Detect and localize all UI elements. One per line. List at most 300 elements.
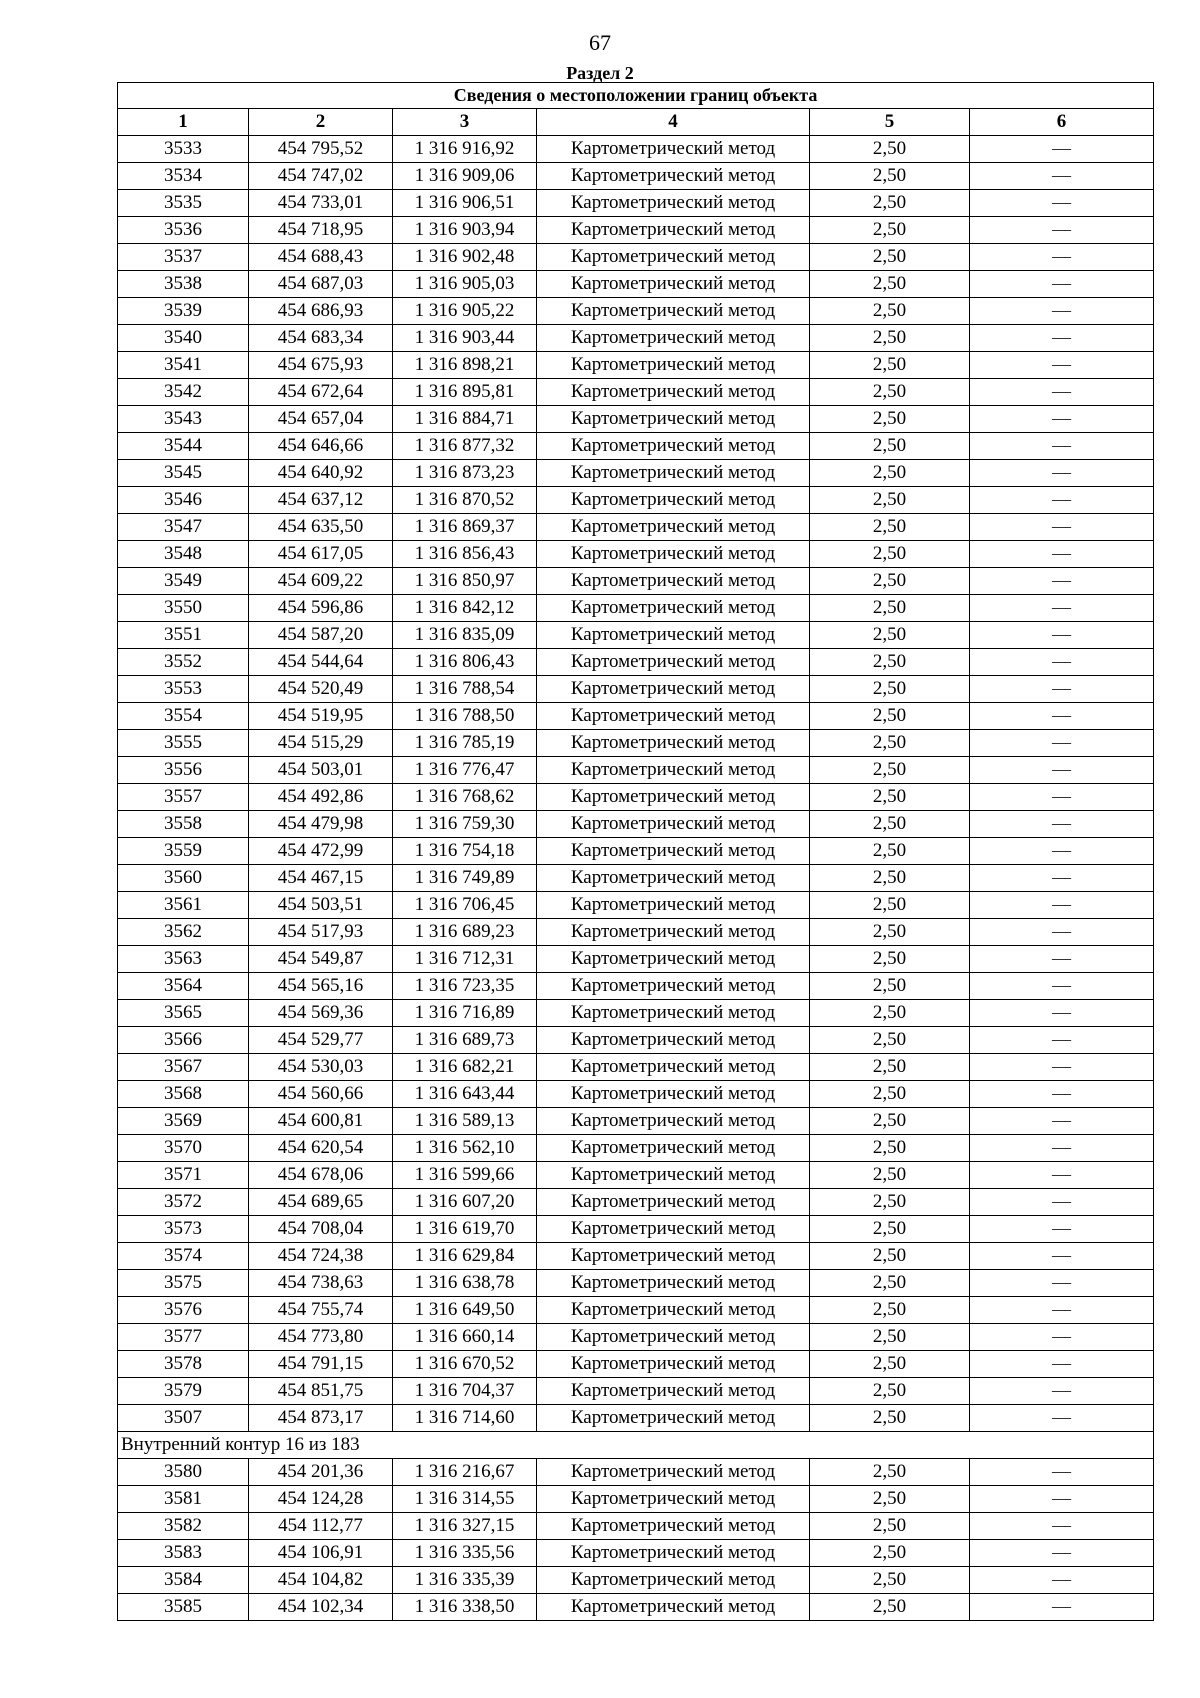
method-cell: Картометрический метод (537, 811, 810, 838)
accuracy-cell: 2,50 (810, 865, 970, 892)
x-coordinate-cell: 454 640,92 (249, 460, 393, 487)
x-coordinate-cell: 454 617,05 (249, 541, 393, 568)
table-row (118, 1135, 1154, 1162)
y-coordinate-cell: 1 316 638,78 (393, 1270, 537, 1297)
accuracy-cell: 2,50 (810, 1135, 970, 1162)
point-number-cell: 3542 (118, 379, 249, 406)
column-number: 5 (810, 109, 970, 136)
method-cell: Картометрический метод (537, 298, 810, 325)
y-coordinate-cell: 1 316 759,30 (393, 811, 537, 838)
method-cell: Картометрический метод (537, 973, 810, 1000)
method-cell: Картометрический метод (537, 703, 810, 730)
x-coordinate-cell: 454 520,49 (249, 676, 393, 703)
point-number-cell: 3555 (118, 730, 249, 757)
x-coordinate-cell: 454 637,12 (249, 487, 393, 514)
method-cell: Картометрический метод (537, 1486, 810, 1513)
description-cell: — (970, 271, 1154, 298)
y-coordinate-cell: 1 316 712,31 (393, 946, 537, 973)
accuracy-cell: 2,50 (810, 217, 970, 244)
table-row (118, 1216, 1154, 1243)
y-coordinate-cell: 1 316 338,50 (393, 1594, 537, 1621)
x-coordinate-cell: 454 620,54 (249, 1135, 393, 1162)
table-row (118, 1189, 1154, 1216)
table-row (118, 757, 1154, 784)
column-number: 1 (118, 109, 249, 136)
method-cell: Картометрический метод (537, 784, 810, 811)
point-number-cell: 3568 (118, 1081, 249, 1108)
table-row (118, 1027, 1154, 1054)
y-coordinate-cell: 1 316 776,47 (393, 757, 537, 784)
accuracy-cell: 2,50 (810, 1243, 970, 1270)
point-number-cell: 3564 (118, 973, 249, 1000)
point-number-cell: 3558 (118, 811, 249, 838)
x-coordinate-cell: 454 678,06 (249, 1162, 393, 1189)
method-cell: Картометрический метод (537, 865, 810, 892)
method-cell: Картометрический метод (537, 460, 810, 487)
y-coordinate-cell: 1 316 749,89 (393, 865, 537, 892)
table-row (118, 1297, 1154, 1324)
accuracy-cell: 2,50 (810, 892, 970, 919)
y-coordinate-cell: 1 316 706,45 (393, 892, 537, 919)
method-cell: Картометрический метод (537, 244, 810, 271)
description-cell: — (970, 1108, 1154, 1135)
method-cell: Картометрический метод (537, 892, 810, 919)
description-cell: — (970, 811, 1154, 838)
point-number-cell: 3567 (118, 1054, 249, 1081)
y-coordinate-cell: 1 316 689,23 (393, 919, 537, 946)
description-cell: — (970, 1459, 1154, 1486)
x-coordinate-cell: 454 672,64 (249, 379, 393, 406)
method-cell: Картометрический метод (537, 163, 810, 190)
page-number: 67 (589, 30, 611, 55)
accuracy-cell: 2,50 (810, 973, 970, 1000)
column-number-row (118, 109, 1154, 136)
y-coordinate-cell: 1 316 906,51 (393, 190, 537, 217)
y-coordinate-cell: 1 316 895,81 (393, 379, 537, 406)
accuracy-cell: 2,50 (810, 703, 970, 730)
description-cell: — (970, 298, 1154, 325)
x-coordinate-cell: 454 675,93 (249, 352, 393, 379)
y-coordinate-cell: 1 316 599,66 (393, 1162, 537, 1189)
point-number-cell: 3539 (118, 298, 249, 325)
y-coordinate-cell: 1 316 704,37 (393, 1378, 537, 1405)
table-row (118, 676, 1154, 703)
description-cell: — (970, 217, 1154, 244)
method-cell: Картометрический метод (537, 1135, 810, 1162)
description-cell: — (970, 406, 1154, 433)
y-coordinate-cell: 1 316 788,50 (393, 703, 537, 730)
point-number-cell: 3570 (118, 1135, 249, 1162)
table-row (118, 1540, 1154, 1567)
description-cell: — (970, 352, 1154, 379)
x-coordinate-cell: 454 479,98 (249, 811, 393, 838)
accuracy-cell: 2,50 (810, 1108, 970, 1135)
x-coordinate-cell: 454 600,81 (249, 1108, 393, 1135)
point-number-cell: 3573 (118, 1216, 249, 1243)
x-coordinate-cell: 454 733,01 (249, 190, 393, 217)
method-cell: Картометрический метод (537, 919, 810, 946)
description-cell: — (970, 1270, 1154, 1297)
method-cell: Картометрический метод (537, 838, 810, 865)
y-coordinate-cell: 1 316 788,54 (393, 676, 537, 703)
table-row (118, 1162, 1154, 1189)
accuracy-cell: 2,50 (810, 487, 970, 514)
table-row (118, 703, 1154, 730)
method-cell: Картометрический метод (537, 352, 810, 379)
description-cell: — (970, 784, 1154, 811)
x-coordinate-cell: 454 530,03 (249, 1054, 393, 1081)
description-cell: — (970, 946, 1154, 973)
accuracy-cell: 2,50 (810, 757, 970, 784)
y-coordinate-cell: 1 316 902,48 (393, 244, 537, 271)
accuracy-cell: 2,50 (810, 730, 970, 757)
description-cell: — (970, 1378, 1154, 1405)
point-number-cell: 3583 (118, 1540, 249, 1567)
y-coordinate-cell: 1 316 905,22 (393, 298, 537, 325)
point-number-cell: 3541 (118, 352, 249, 379)
table-row (118, 1594, 1154, 1621)
table-row (118, 379, 1154, 406)
method-cell: Картометрический метод (537, 514, 810, 541)
point-number-cell: 3543 (118, 406, 249, 433)
accuracy-cell: 2,50 (810, 1162, 970, 1189)
accuracy-cell: 2,50 (810, 1081, 970, 1108)
accuracy-cell: 2,50 (810, 1000, 970, 1027)
accuracy-cell: 2,50 (810, 1459, 970, 1486)
method-cell: Картометрический метод (537, 1027, 810, 1054)
x-coordinate-cell: 454 795,52 (249, 136, 393, 163)
accuracy-cell: 2,50 (810, 271, 970, 298)
point-number-cell: 3561 (118, 892, 249, 919)
method-cell: Картометрический метод (537, 730, 810, 757)
point-number-cell: 3533 (118, 136, 249, 163)
table-row (118, 784, 1154, 811)
description-cell: — (970, 973, 1154, 1000)
description-cell: — (970, 865, 1154, 892)
x-coordinate-cell: 454 565,16 (249, 973, 393, 1000)
x-coordinate-cell: 454 738,63 (249, 1270, 393, 1297)
accuracy-cell: 2,50 (810, 1054, 970, 1081)
accuracy-cell: 2,50 (810, 595, 970, 622)
point-number-cell: 3563 (118, 946, 249, 973)
accuracy-cell: 2,50 (810, 1540, 970, 1567)
x-coordinate-cell: 454 683,34 (249, 325, 393, 352)
point-number-cell: 3571 (118, 1162, 249, 1189)
y-coordinate-cell: 1 316 643,44 (393, 1081, 537, 1108)
method-cell: Картометрический метод (537, 1324, 810, 1351)
description-cell: — (970, 1135, 1154, 1162)
method-cell: Картометрический метод (537, 649, 810, 676)
x-coordinate-cell: 454 686,93 (249, 298, 393, 325)
description-cell: — (970, 676, 1154, 703)
y-coordinate-cell: 1 316 589,13 (393, 1108, 537, 1135)
method-cell: Картометрический метод (537, 1162, 810, 1189)
description-cell: — (970, 622, 1154, 649)
accuracy-cell: 2,50 (810, 460, 970, 487)
point-number-cell: 3540 (118, 325, 249, 352)
point-number-cell: 3585 (118, 1594, 249, 1621)
x-coordinate-cell: 454 544,64 (249, 649, 393, 676)
column-number: 2 (249, 109, 393, 136)
x-coordinate-cell: 454 587,20 (249, 622, 393, 649)
accuracy-cell: 2,50 (810, 1378, 970, 1405)
accuracy-cell: 2,50 (810, 649, 970, 676)
method-cell: Картометрический метод (537, 433, 810, 460)
point-number-cell: 3544 (118, 433, 249, 460)
accuracy-cell: 2,50 (810, 163, 970, 190)
table-row (118, 730, 1154, 757)
description-cell: — (970, 1054, 1154, 1081)
accuracy-cell: 2,50 (810, 190, 970, 217)
point-number-cell: 3581 (118, 1486, 249, 1513)
table-row (118, 1459, 1154, 1486)
x-coordinate-cell: 454 657,04 (249, 406, 393, 433)
y-coordinate-cell: 1 316 806,43 (393, 649, 537, 676)
table-row (118, 190, 1154, 217)
y-coordinate-cell: 1 316 873,23 (393, 460, 537, 487)
column-number: 4 (537, 109, 810, 136)
x-coordinate-cell: 454 515,29 (249, 730, 393, 757)
description-cell: — (970, 325, 1154, 352)
table-row (118, 1081, 1154, 1108)
table-row (118, 1243, 1154, 1270)
y-coordinate-cell: 1 316 629,84 (393, 1243, 537, 1270)
accuracy-cell: 2,50 (810, 514, 970, 541)
x-coordinate-cell: 454 503,01 (249, 757, 393, 784)
y-coordinate-cell: 1 316 903,44 (393, 325, 537, 352)
description-cell: — (970, 919, 1154, 946)
point-number-cell: 3557 (118, 784, 249, 811)
x-coordinate-cell: 454 851,75 (249, 1378, 393, 1405)
description-cell: — (970, 1351, 1154, 1378)
table-row (118, 649, 1154, 676)
y-coordinate-cell: 1 316 905,03 (393, 271, 537, 298)
table-row (118, 352, 1154, 379)
point-number-cell: 3546 (118, 487, 249, 514)
point-number-cell: 3547 (118, 514, 249, 541)
point-number-cell: 3536 (118, 217, 249, 244)
x-coordinate-cell: 454 517,93 (249, 919, 393, 946)
method-cell: Картометрический метод (537, 1081, 810, 1108)
y-coordinate-cell: 1 316 335,39 (393, 1567, 537, 1594)
x-coordinate-cell: 454 560,66 (249, 1081, 393, 1108)
accuracy-cell: 2,50 (810, 1486, 970, 1513)
y-coordinate-cell: 1 316 670,52 (393, 1351, 537, 1378)
table-row (118, 1351, 1154, 1378)
description-cell: — (970, 136, 1154, 163)
x-coordinate-cell: 454 773,80 (249, 1324, 393, 1351)
point-number-cell: 3556 (118, 757, 249, 784)
description-cell: — (970, 892, 1154, 919)
method-cell: Картометрический метод (537, 379, 810, 406)
description-cell: — (970, 1513, 1154, 1540)
x-coordinate-cell: 454 112,77 (249, 1513, 393, 1540)
point-number-cell: 3535 (118, 190, 249, 217)
point-number-cell: 3553 (118, 676, 249, 703)
accuracy-cell: 2,50 (810, 1270, 970, 1297)
table-row (118, 1054, 1154, 1081)
y-coordinate-cell: 1 316 607,20 (393, 1189, 537, 1216)
table-row (118, 136, 1154, 163)
point-number-cell: 3565 (118, 1000, 249, 1027)
method-cell: Картометрический метод (537, 595, 810, 622)
accuracy-cell: 2,50 (810, 1513, 970, 1540)
y-coordinate-cell: 1 316 314,55 (393, 1486, 537, 1513)
method-cell: Картометрический метод (537, 757, 810, 784)
point-number-cell: 3562 (118, 919, 249, 946)
table-row (118, 1513, 1154, 1540)
description-cell: — (970, 433, 1154, 460)
x-coordinate-cell: 454 549,87 (249, 946, 393, 973)
y-coordinate-cell: 1 316 909,06 (393, 163, 537, 190)
description-cell: — (970, 1081, 1154, 1108)
table-row (118, 838, 1154, 865)
y-coordinate-cell: 1 316 856,43 (393, 541, 537, 568)
x-coordinate-cell: 454 873,17 (249, 1405, 393, 1432)
description-cell: — (970, 514, 1154, 541)
accuracy-cell: 2,50 (810, 325, 970, 352)
y-coordinate-cell: 1 316 216,67 (393, 1459, 537, 1486)
description-cell: — (970, 1000, 1154, 1027)
table-row (118, 271, 1154, 298)
point-number-cell: 3537 (118, 244, 249, 271)
description-cell: — (970, 1324, 1154, 1351)
table-row (118, 1378, 1154, 1405)
accuracy-cell: 2,50 (810, 568, 970, 595)
y-coordinate-cell: 1 316 619,70 (393, 1216, 537, 1243)
accuracy-cell: 2,50 (810, 1351, 970, 1378)
method-cell: Картометрический метод (537, 325, 810, 352)
method-cell: Картометрический метод (537, 271, 810, 298)
x-coordinate-cell: 454 609,22 (249, 568, 393, 595)
method-cell: Картометрический метод (537, 1513, 810, 1540)
method-cell: Картометрический метод (537, 1270, 810, 1297)
table-row (118, 811, 1154, 838)
point-number-cell: 3577 (118, 1324, 249, 1351)
x-coordinate-cell: 454 201,36 (249, 1459, 393, 1486)
y-coordinate-cell: 1 316 903,94 (393, 217, 537, 244)
description-cell: — (970, 1297, 1154, 1324)
x-coordinate-cell: 454 529,77 (249, 1027, 393, 1054)
x-coordinate-cell: 454 102,34 (249, 1594, 393, 1621)
point-number-cell: 3574 (118, 1243, 249, 1270)
method-cell: Картометрический метод (537, 190, 810, 217)
accuracy-cell: 2,50 (810, 379, 970, 406)
x-coordinate-cell: 454 503,51 (249, 892, 393, 919)
x-coordinate-cell: 454 472,99 (249, 838, 393, 865)
point-number-cell: 3572 (118, 1189, 249, 1216)
method-cell: Картометрический метод (537, 541, 810, 568)
table-row (118, 163, 1154, 190)
y-coordinate-cell: 1 316 335,56 (393, 1540, 537, 1567)
table-row (118, 514, 1154, 541)
point-number-cell: 3534 (118, 163, 249, 190)
table-body (118, 136, 1154, 1621)
boundary-coordinates-table (117, 82, 1154, 1621)
y-coordinate-cell: 1 316 714,60 (393, 1405, 537, 1432)
method-cell: Картометрический метод (537, 217, 810, 244)
method-cell: Картометрический метод (537, 568, 810, 595)
y-coordinate-cell: 1 316 768,62 (393, 784, 537, 811)
accuracy-cell: 2,50 (810, 946, 970, 973)
table-row (118, 865, 1154, 892)
table-row (118, 1486, 1154, 1513)
method-cell: Картометрический метод (537, 1000, 810, 1027)
table-row (118, 541, 1154, 568)
table-row (118, 460, 1154, 487)
method-cell: Картометрический метод (537, 136, 810, 163)
y-coordinate-cell: 1 316 723,35 (393, 973, 537, 1000)
accuracy-cell: 2,50 (810, 541, 970, 568)
accuracy-cell: 2,50 (810, 1594, 970, 1621)
accuracy-cell: 2,50 (810, 1189, 970, 1216)
x-coordinate-cell: 454 492,86 (249, 784, 393, 811)
description-cell: — (970, 1243, 1154, 1270)
accuracy-cell: 2,50 (810, 244, 970, 271)
point-number-cell: 3576 (118, 1297, 249, 1324)
x-coordinate-cell: 454 596,86 (249, 595, 393, 622)
y-coordinate-cell: 1 316 898,21 (393, 352, 537, 379)
point-number-cell: 3559 (118, 838, 249, 865)
table-row (118, 487, 1154, 514)
x-coordinate-cell: 454 791,15 (249, 1351, 393, 1378)
method-cell: Картометрический метод (537, 1216, 810, 1243)
method-cell: Картометрический метод (537, 406, 810, 433)
description-cell: — (970, 244, 1154, 271)
point-number-cell: 3551 (118, 622, 249, 649)
accuracy-cell: 2,50 (810, 838, 970, 865)
y-coordinate-cell: 1 316 689,73 (393, 1027, 537, 1054)
x-coordinate-cell: 454 519,95 (249, 703, 393, 730)
section-title: Раздел 2 (566, 63, 634, 83)
method-cell: Картометрический метод (537, 1054, 810, 1081)
x-coordinate-cell: 454 688,43 (249, 244, 393, 271)
table-row (118, 568, 1154, 595)
accuracy-cell: 2,50 (810, 676, 970, 703)
y-coordinate-cell: 1 316 660,14 (393, 1324, 537, 1351)
description-cell: — (970, 568, 1154, 595)
method-cell: Картометрический метод (537, 622, 810, 649)
description-cell: — (970, 163, 1154, 190)
accuracy-cell: 2,50 (810, 433, 970, 460)
table-row (118, 946, 1154, 973)
description-cell: — (970, 595, 1154, 622)
table-row (118, 244, 1154, 271)
point-number-cell: 3584 (118, 1567, 249, 1594)
table-caption: Сведения о местоположении границ объекта (118, 83, 1154, 109)
method-cell: Картометрический метод (537, 1189, 810, 1216)
table-row (118, 1270, 1154, 1297)
description-cell: — (970, 703, 1154, 730)
accuracy-cell: 2,50 (810, 406, 970, 433)
point-number-cell: 3538 (118, 271, 249, 298)
point-number-cell: 3579 (118, 1378, 249, 1405)
y-coordinate-cell: 1 316 716,89 (393, 1000, 537, 1027)
description-cell: — (970, 1216, 1154, 1243)
y-coordinate-cell: 1 316 327,15 (393, 1513, 537, 1540)
y-coordinate-cell: 1 316 870,52 (393, 487, 537, 514)
table-row (118, 433, 1154, 460)
table-row (118, 973, 1154, 1000)
description-cell: — (970, 1540, 1154, 1567)
method-cell: Картометрический метод (537, 1540, 810, 1567)
table-row (118, 1405, 1154, 1432)
point-number-cell: 3507 (118, 1405, 249, 1432)
table-row (118, 217, 1154, 244)
method-cell: Картометрический метод (537, 1405, 810, 1432)
table-row (118, 622, 1154, 649)
x-coordinate-cell: 454 687,03 (249, 271, 393, 298)
